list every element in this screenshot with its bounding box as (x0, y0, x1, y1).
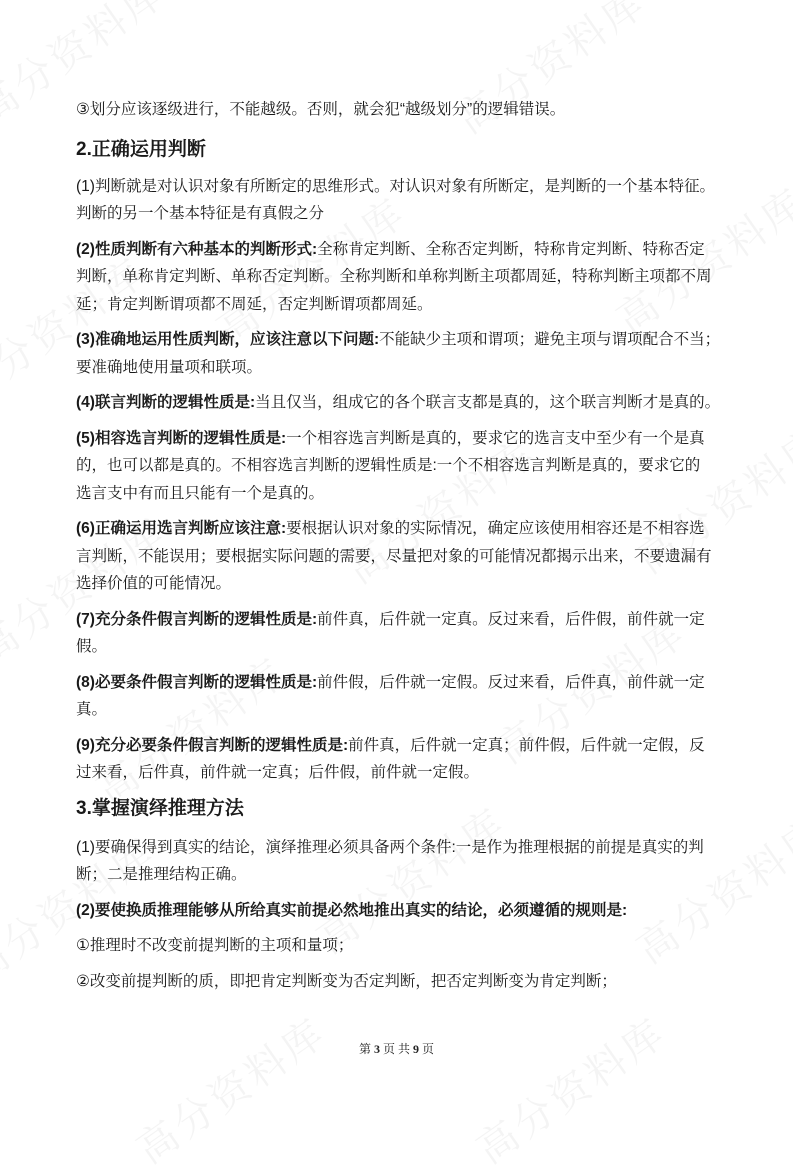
watermark-text (464, 1002, 677, 1175)
current-page: 3 (373, 1042, 380, 1056)
paragraph (76, 897, 726, 925)
paragraph-text: 不能缺少主项和谓项；避免主项与谓项配合不当； (379, 331, 721, 348)
paragraph-line (76, 669, 726, 697)
paragraph-line (76, 389, 726, 417)
watermark-text (124, 1002, 337, 1175)
page-footer (0, 1040, 793, 1057)
paragraph-text: 选择价值的可能情况。 (76, 575, 232, 592)
paragraph-text: 假。 (76, 638, 108, 655)
paragraph-line (76, 932, 726, 960)
paragraph (76, 389, 726, 417)
paragraph-line (76, 570, 726, 598)
paragraph (76, 326, 726, 381)
paragraph (76, 236, 726, 319)
paragraph (76, 425, 726, 508)
paragraph-text: 前件假，后件就一定假。反过来看，后件真，前件就一定 (317, 673, 705, 691)
section-heading-2: 2.正确运用判断 (76, 138, 206, 160)
paragraph-text: 全称肯定判断、全称否定判断，特称肯定判断、特称否定 (317, 240, 705, 258)
paragraph-line (76, 480, 726, 508)
paragraph-lead: (4)联言判断的逻辑性质是: (76, 394, 256, 411)
paragraph-line (76, 861, 726, 889)
paragraph-text: 断；二是推理结构正确。 (76, 866, 247, 883)
paragraph-line (76, 897, 726, 925)
paragraph-line (76, 834, 726, 862)
paragraph-lead: (9)充分必要条件假言判断的逻辑性质是: (76, 736, 349, 754)
paragraph-line (76, 515, 726, 543)
paragraph (76, 669, 726, 724)
paragraph-line (76, 425, 726, 453)
paragraph-line (76, 968, 726, 996)
paragraph-text: 判断，单称肯定判断、单称否定判断。全称判断和单称判断主项都周延，特称判断主项都不周 (76, 268, 712, 285)
footer-text: 第 (358, 1042, 371, 1056)
paragraph (76, 515, 726, 598)
section-2-paragraphs (76, 173, 726, 787)
paragraph-line (76, 633, 726, 661)
paragraph-line (76, 291, 726, 319)
paragraph (76, 606, 726, 661)
paragraph-text: 要准确地使用量项和联项。 (76, 358, 263, 376)
paragraph-lead: (8)必要条件假言判断的逻辑性质是: (76, 673, 318, 691)
paragraph (76, 968, 726, 996)
paragraph-lead: (3)准确地运用性质判断，应该注意以下问题: (76, 331, 380, 348)
paragraph-text: (1)要确保得到真实的结论，演绎推理必须具备两个条件:一是作为推理根据的前提是真实的判 (76, 838, 704, 856)
paragraph-text: 一个相容选言判断是真的，要求它的选言支中至少有一个是真 (286, 429, 705, 447)
paragraph-line (76, 606, 726, 634)
paragraph-line (76, 173, 726, 201)
paragraph-lead: (6)正确运用选言判断应该注意: (76, 520, 287, 537)
footer-text: 页 (422, 1042, 435, 1056)
paragraph (76, 932, 726, 960)
paragraph-line (76, 732, 726, 760)
paragraph-text: 延；肯定判断谓项都不周延，否定判断谓项都周延。 (76, 295, 433, 313)
paragraph-text: ①推理时不改变前提判断的主项和量项； (76, 937, 354, 954)
paragraph (76, 834, 726, 889)
paragraph-text: ②改变前提判断的质，即把肯定判断变为否定判断，把否定判断变为肯定判断； (76, 972, 617, 990)
paragraph-text: 前件真，后件就一定真。反过来看，后件假，前件就一定 (317, 610, 705, 628)
paragraph-line (76, 759, 726, 787)
paragraph-text: 当且仅当，组成它的各个联言支都是真的，这个联言判断才是真的。 (255, 394, 721, 411)
paragraph-lead: (2)性质判断有六种基本的判断形式: (76, 240, 318, 258)
paragraph-text: 真。 (76, 701, 108, 718)
paragraph-text: 的，也可以都是真的。不相容选言判断的逻辑性质是:一个不相容选言判断是真的，要求它的 (76, 457, 701, 474)
paragraph-lead: (7)充分条件假言判断的逻辑性质是: (76, 610, 318, 628)
paragraph-text: 选言支中有而且只能有一个是真的。 (76, 484, 325, 502)
paragraph-line (76, 200, 726, 228)
paragraph-line (76, 543, 726, 571)
intro-line: ③划分应该逐级进行，不能越级。否则，就会犯“越级划分”的逻辑错误。 (76, 101, 566, 118)
paragraph-text: 前件真，后件就一定真；前件假，后件就一定假，反 (348, 736, 705, 754)
paragraph-text: 过来看，后件真，前件就一定真；后件假，前件就一定假。 (76, 764, 480, 781)
section-heading-3: 3.掌握演绎推理方法 (76, 797, 244, 819)
paragraph-text: 要根据认识对象的实际情况，确定应该使用相容还是不相容选 (286, 520, 705, 537)
paragraph-line (76, 452, 726, 480)
paragraph-lead: (5)相容选言判断的逻辑性质是: (76, 429, 287, 447)
paragraph-text: 判断的另一个基本特征是有真假之分 (76, 205, 325, 222)
paragraph-line (76, 263, 726, 291)
section-3-paragraphs (76, 834, 726, 996)
footer-text: 页 共 (382, 1042, 410, 1056)
paragraph-line (76, 696, 726, 724)
paragraph-text: (1)判断就是对认识对象有所断定的思维形式。对认识对象有所断定，是判断的一个基本特征。 (76, 177, 715, 195)
paragraph-line (76, 326, 726, 354)
paragraph-line (76, 354, 726, 382)
paragraph (76, 732, 726, 787)
paragraph (76, 173, 726, 228)
paragraph-lead: (2)要使换质推理能够从所给真实前提必然地推出真实的结论，必须遵循的规则是: (76, 901, 628, 919)
document-body (76, 96, 726, 1003)
total-pages: 9 (413, 1042, 419, 1056)
paragraph-text: 言判断，不能误用；要根据实际问题的需要，尽量把对象的可能情况都揭示出来，不要遗漏有 (76, 547, 712, 565)
paragraph-line (76, 236, 726, 264)
